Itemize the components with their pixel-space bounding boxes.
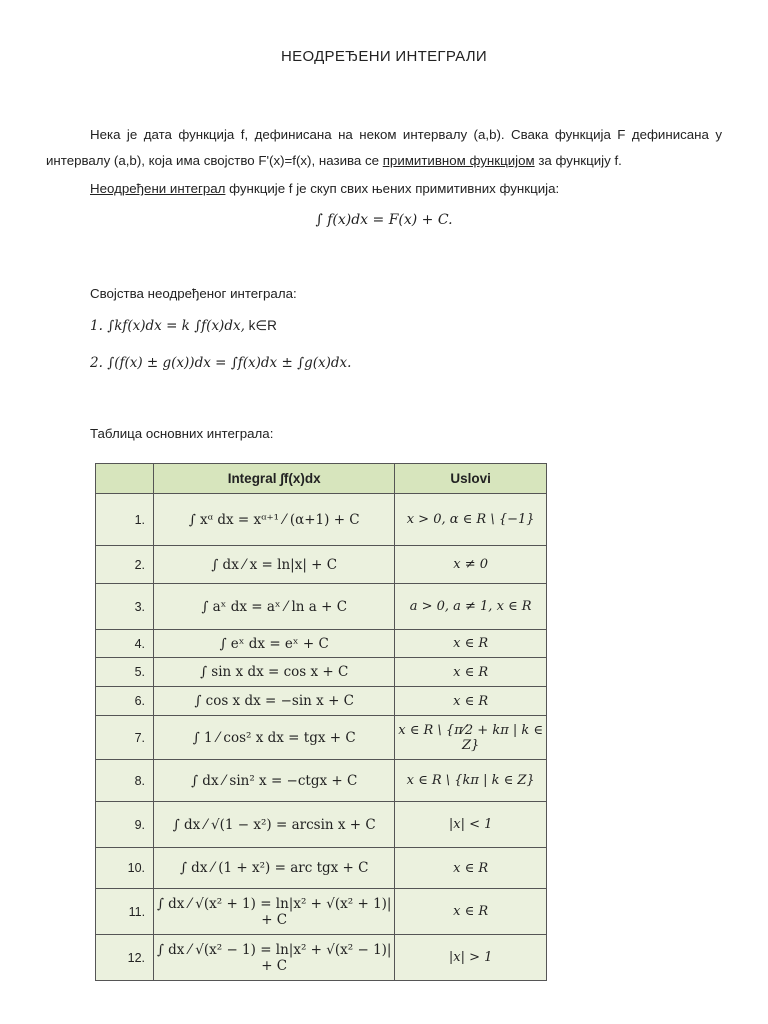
row-number: 4. bbox=[96, 630, 154, 658]
table-row bbox=[96, 848, 547, 889]
page-title: НЕОДРЕЂЕНИ ИНТЕГРАЛИ bbox=[281, 48, 487, 65]
row-number: 12. bbox=[96, 935, 154, 981]
table-row bbox=[96, 494, 547, 546]
row-formula: ∫ dx ⁄ √(1 − x²) = arcsin x + C bbox=[154, 802, 395, 848]
row-condition: |x| < 1 bbox=[395, 802, 547, 848]
row-condition: x ∈ R bbox=[395, 658, 547, 687]
table-row bbox=[96, 889, 547, 935]
row-condition: x > 0, α ∈ R \ {−1} bbox=[395, 494, 547, 546]
row-formula: ∫ dx ⁄ x = ln|x| + C bbox=[154, 546, 395, 584]
table-row bbox=[96, 658, 547, 687]
table-row bbox=[96, 584, 547, 630]
table-row bbox=[96, 802, 547, 848]
row-condition: a > 0, a ≠ 1, x ∈ R bbox=[395, 584, 547, 630]
integrals-table bbox=[95, 463, 547, 981]
definition-text-start: Нека је дата функција f, дефинисана на неком интервалу (a,b). Свака функција F дефинисана у интервалу (a,b), која има својство F'(x)=f(x), назива се bbox=[46, 127, 722, 168]
row-number: 1. bbox=[96, 494, 154, 546]
row-number: 2. bbox=[96, 546, 154, 584]
row-condition: x ∈ R \ {π⁄2 + kπ | k ∈ Z} bbox=[395, 716, 547, 760]
indefinite-integral-paragraph bbox=[90, 176, 720, 202]
property-1-formula: 1. ∫kf(x)dx = k ∫f(x)dx, bbox=[90, 318, 245, 334]
row-number: 3. bbox=[96, 584, 154, 630]
row-number: 9. bbox=[96, 802, 154, 848]
table-row bbox=[96, 630, 547, 658]
property-1 bbox=[90, 318, 277, 334]
row-condition: x ∈ R bbox=[395, 687, 547, 716]
row-formula: ∫ sin x dx = cos x + C bbox=[154, 658, 395, 687]
header-integral: Integral ∫f(x)dx bbox=[154, 464, 395, 494]
row-formula: ∫ dx ⁄ √(x² + 1) = ln|x² + √(x² + 1)| + C bbox=[154, 889, 395, 935]
property-1-condition: k∈R bbox=[248, 318, 277, 333]
header-number bbox=[96, 464, 154, 494]
row-formula: ∫ xᵅ dx = xᵅ⁺¹ ⁄ (α+1) + C bbox=[154, 494, 395, 546]
row-number: 5. bbox=[96, 658, 154, 687]
definition-text-end: за функцију f. bbox=[534, 153, 622, 168]
row-formula: ∫ cos x dx = −sin x + C bbox=[154, 687, 395, 716]
table-row bbox=[96, 760, 547, 802]
row-formula: ∫ dx ⁄ √(x² − 1) = ln|x² + √(x² − 1)| + C bbox=[154, 935, 395, 981]
row-number: 11. bbox=[96, 889, 154, 935]
row-condition: x ∈ R bbox=[395, 630, 547, 658]
header-conditions: Uslovi bbox=[395, 464, 547, 494]
row-number: 7. bbox=[96, 716, 154, 760]
row-condition: x ∈ R bbox=[395, 848, 547, 889]
row-formula: ∫ dx ⁄ (1 + x²) = arc tgx + C bbox=[154, 848, 395, 889]
properties-heading: Својства неодређеног интеграла: bbox=[90, 286, 297, 301]
row-condition: |x| > 1 bbox=[395, 935, 547, 981]
row-formula: ∫ 1 ⁄ cos² x dx = tgx + C bbox=[154, 716, 395, 760]
indefinite-integral-text: функције f је скуп свих њених примитивних функција: bbox=[225, 181, 560, 196]
table-row bbox=[96, 716, 547, 760]
row-condition: x ≠ 0 bbox=[395, 546, 547, 584]
table-heading: Таблица основних интеграла: bbox=[90, 426, 274, 441]
row-condition: x ∈ R bbox=[395, 889, 547, 935]
indefinite-integral-term: Неодређени интеграл bbox=[90, 181, 226, 196]
table-row bbox=[96, 687, 547, 716]
row-formula: ∫ eˣ dx = eˣ + C bbox=[154, 630, 395, 658]
row-condition: x ∈ R \ {kπ | k ∈ Z} bbox=[395, 760, 547, 802]
property-2: 2. ∫(f(x) ± g(x))dx = ∫f(x)dx ± ∫g(x)dx. bbox=[90, 355, 352, 371]
table-row bbox=[96, 935, 547, 981]
row-number: 6. bbox=[96, 687, 154, 716]
row-formula: ∫ dx ⁄ sin² x = −ctgx + C bbox=[154, 760, 395, 802]
table-row bbox=[96, 546, 547, 584]
main-formula: ∫ f(x)dx = F(x) + C. bbox=[315, 212, 453, 228]
row-number: 8. bbox=[96, 760, 154, 802]
row-number: 10. bbox=[96, 848, 154, 889]
table-header-row bbox=[96, 464, 547, 494]
row-formula: ∫ aˣ dx = aˣ ⁄ ln a + C bbox=[154, 584, 395, 630]
definition-paragraph bbox=[46, 122, 722, 174]
primitive-function-term: примитивном функцијом bbox=[382, 153, 535, 168]
